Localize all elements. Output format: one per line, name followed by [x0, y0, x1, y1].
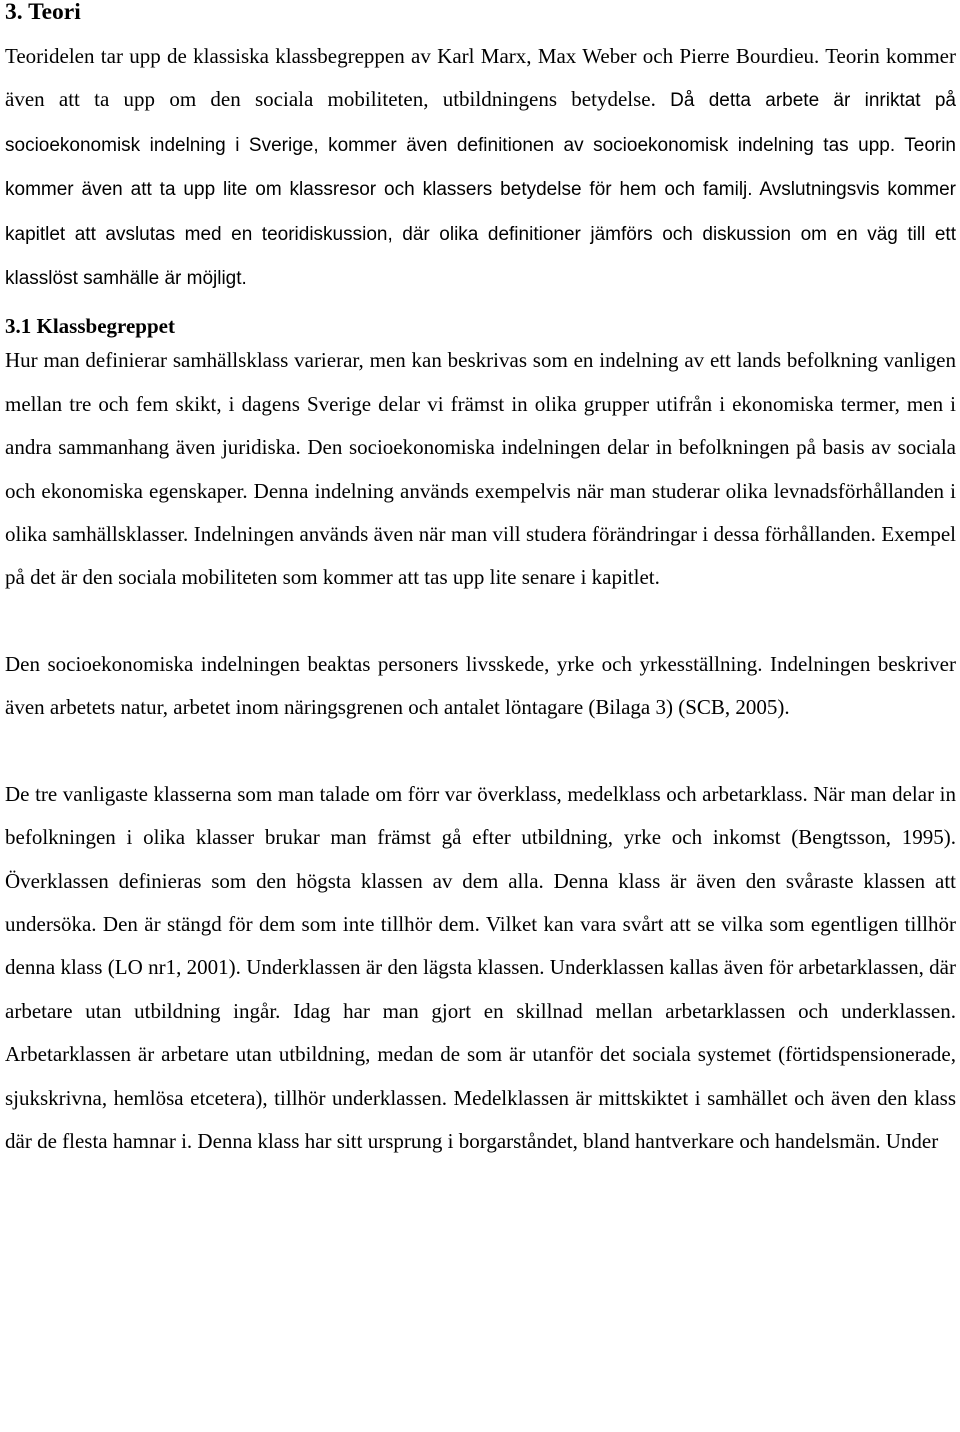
section-heading: 3.1 Klassbegreppet: [5, 314, 175, 339]
body-paragraph-1: Hur man definierar samhällsklass varierar, men kan beskrivas som en indelning av ett lands befolkning vanligen mellan tre och fem skikt, i dagens Sverige delar vi främst in olika grupper utifrån i ekonomiska termer, men i andra sammanhang även juridiska. Den socioekonomiska indelningen delar in befolkningen på basis av sociala och ekonomiska egenskaper. Denna indelning används exempelvis när man studerar olika levnadsförhållanden i olika samhällsklasser. Indelningen används även när man vill studera förändringar i dessa förhållanden. Exempel på det är den sociala mobiliteten som kommer att tas upp lite senare i kapitlet.: [5, 348, 956, 590]
document-page: [5, 0, 956, 1163]
chapter-heading: 3. Teori: [5, 0, 81, 25]
intro-text-sans: Då detta arbete är inriktat på socioekonomisk indelning i Sverige, kommer även definitionen av socioekonomisk indelning tas upp. Teorin kommer även att ta upp lite om klassresor och klassers betydelse för hem och familj. Avslutningsvis kommer kapitlet att avslutas med en teoridiskussion, där olika definitioner jämförs och diskussion om en väg till ett klasslöst samhälle är möjligt.: [5, 90, 956, 290]
intro-paragraph: [5, 35, 956, 300]
intro-text-serif: Teoridelen tar upp de klassiska klassbegreppen av Karl Marx, Max Weber och Pierre Bourdieu. Teorin kommer även att ta upp om den sociala mobiliteten, utbildningens betydelse.: [5, 44, 956, 112]
body-paragraph-3: De tre vanligaste klasserna som man talade om förr var överklass, medelklass och arbetarklass. När man delar in befolkningen i olika klasser brukar man främst gå efter utbildning, yrke och inkomst (Bengtsson, 1995). Överklassen definieras som den högsta klassen av dem alla. Denna klass är även den svåraste klassen att undersöka. Den är stängd för dem som inte tillhör dem. Vilket kan vara svårt att se vilka som egentligen tillhör denna klass (LO nr1, 2001). Underklassen är den lägsta klassen. Underklassen kallas även för arbetarklassen, där arbetare utan utbildning ingår. Idag har man gjort en skillnad mellan arbetarklassen och underklassen. Arbetarklassen är arbetare utan utbildning, medan de som är utanför det sociala systemet (förtidspensionerade, sjukskrivna, hemlösa etcetera), tillhör underklassen. Medelklassen är mittskiktet i samhället och även den klass där de flesta hamnar i. Denna klass har sitt ursprung i borgarståndet, bland hantverkare och handelsmän. Under: [5, 781, 956, 1153]
body-paragraph-2: Den socioekonomiska indelningen beaktas personers livsskede, yrke och yrkesställning. Indelningen beskriver även arbetets natur, arbetet inom näringsgrenen och antalet löntagare (Bilaga 3) (SCB, 2005).: [5, 651, 956, 720]
